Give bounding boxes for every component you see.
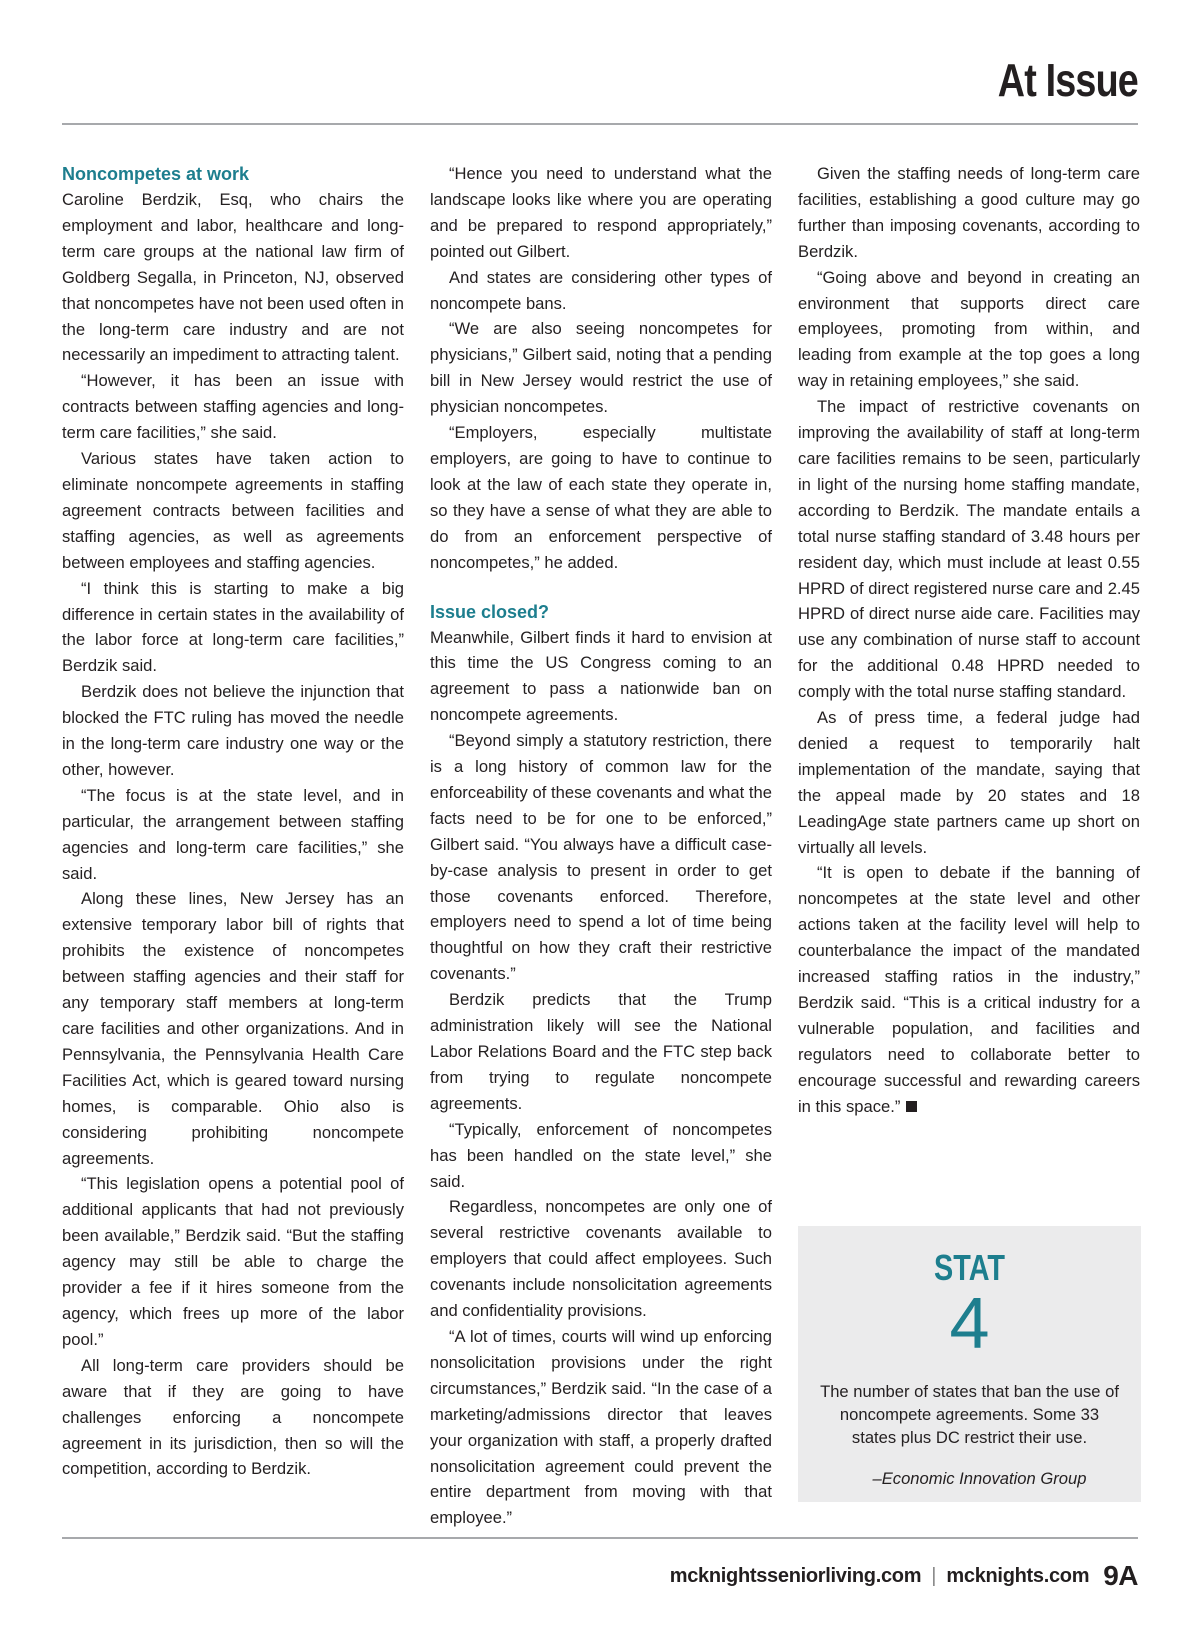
paragraph: And states are considering other types of noncompete bans. bbox=[430, 267, 772, 313]
article-column-2 bbox=[430, 161, 772, 1531]
paragraph: “Typically, enforcement of noncompetes has been handled on the state level,” she said. bbox=[430, 1119, 772, 1191]
paragraph: “Hence you need to understand what the landscape looks like where you are operating and be prepared to respond appropriately,” pointed out Gilbert. bbox=[430, 164, 772, 261]
header-divider bbox=[62, 123, 1138, 125]
paragraph: Berdzik predicts that the Trump administration likely will see the National Labor Relations Board and the FTC step back from trying to regulate noncompete agreements. bbox=[430, 990, 772, 1113]
section-heading-issue-closed: Issue closed? bbox=[430, 601, 550, 622]
paragraph: Given the staffing needs of long-term care facilities, establishing a good culture may go further than imposing covenants, according to Berdzik. bbox=[798, 164, 1140, 261]
end-mark-icon bbox=[906, 1101, 917, 1112]
paragraph: All long-term care providers should be aware that if they are going to have challenges enforcing a noncompete agreement in its jurisdiction, then so will the competition, according to Berdzik. bbox=[62, 1355, 404, 1479]
footer-link-mcknights[interactable]: mcknights.com bbox=[946, 1564, 1090, 1587]
page-footer bbox=[670, 1556, 1138, 1596]
article-column-3 bbox=[798, 161, 1140, 1120]
paragraph: “However, it has been an issue with contracts between staffing agencies and long-term care facilities,” she said. bbox=[62, 371, 404, 443]
paragraph: “I think this is starting to make a big difference in certain states in the availability of the labor force at long-term care facilities,” Berdzik said. bbox=[62, 578, 404, 676]
paragraph: “The focus is at the state level, and in particular, the arrangement between staffing agencies and long-term care facilities,” she said. bbox=[62, 785, 404, 883]
paragraph: “Employers, especially multistate employers, are going to have to continue to look at the law of each state they operate in, so they have a sense of what they are able to do from an enforcement perspective of noncompetes,” he added. bbox=[430, 423, 772, 572]
paragraph: Meanwhile, Gilbert finds it hard to envision at this time the US Congress coming to an agreement to pass a nationwide ban on noncompete agreements. bbox=[430, 627, 772, 725]
paragraph: “This legislation opens a potential pool of additional applicants that had not previously been available,” Berdzik said. “But the staffing agency may still be able to charge the provider a fee if it hires someone from the agency, which frees up more of the labor pool.” bbox=[62, 1174, 404, 1349]
paragraph: Various states have taken action to eliminate noncompete agreements in staffing agreement contracts between facilities and staffing agencies, as well as agreements between employees and staffing agencies. bbox=[62, 449, 404, 572]
article-column-1 bbox=[62, 161, 404, 1482]
paragraph: Berdzik does not believe the injunction that blocked the FTC ruling has moved the needle in the long-term care industry one way or the other, however. bbox=[62, 682, 404, 779]
footer-link-seniorliving[interactable]: mcknightsseniorliving.com bbox=[669, 1564, 922, 1587]
paragraph: “We are also seeing noncompetes for physicians,” Gilbert said, noting that a pending bill in New Jersey would restrict the use of physician noncompetes. bbox=[430, 319, 772, 417]
paragraph: “A lot of times, courts will wind up enforcing nonsolicitation provisions under the right circumstances,” Berdzik said. “In the case of a marketing/admissions director that leaves your organization with staff, a properly drafted nonsolicitation agreement could prevent the entire department from moving with that employee.” bbox=[430, 1326, 772, 1528]
paragraph: Regardless, noncompetes are only one of several restrictive covenants available to employers that could affect employees. Such covenants include nonsolicitation agreements and confidentiality provisions. bbox=[430, 1197, 772, 1321]
paragraph-text: “It is open to debate if the banning of noncompetes at the state level and other actions taken at the facility level will help to counterbalance the impact of the mandated increased staffing ratios in the industry,” Berdzik said. “This is a critical industry for a vulnerable population, and facilities and regulators need to collaborate better to encourage successful and rewarding careers in this space.” bbox=[798, 863, 1140, 1116]
paragraph: As of press time, a federal judge had denied a request to temporarily halt implementation of the mandate, saying that the appeal made by 20 states and 18 LeadingAge state partners came up short on virtually all levels. bbox=[798, 708, 1140, 857]
stat-source: –Economic Innovation Group bbox=[872, 1469, 1087, 1488]
paragraph: “Beyond simply a statutory restriction, there is a long history of common law for the enforceability of these covenants and what the facts need to be for one to be enforced,” Gilbert said. “You always have a difficult case-by-case analysis to present in order to get those covenants enforced. Therefore, employers need to spend a lot of time being thoughtful on how they craft their restrictive covenants.” bbox=[430, 731, 772, 984]
page-title: At Issue bbox=[997, 54, 1138, 106]
paragraph-final bbox=[798, 860, 1140, 1119]
paragraph: Caroline Berdzik, Esq, who chairs the employment and labor, healthcare and long-term care groups at the national law firm of Goldberg Segalla, in Princeton, NJ, observed that noncompetes have not been used often in the long-term care industry and are not necessarily an impediment to attracting talent. bbox=[62, 190, 404, 365]
footer-separator: | bbox=[931, 1564, 937, 1587]
stat-callout bbox=[798, 1226, 1141, 1502]
paragraph: The impact of restrictive covenants on improving the availability of staff at long-term care facilities remains to be seen, particularly in light of the nursing home staffing mandate, according to Berdzik. The mandate entails a total nurse staffing standard of 3.48 hours per resident day, which must include at least 0.55 HPRD of direct registered nurse care and 2.45 HPRD of direct nurse aide care. Facilities may use any combination of nurse staff to account for the additional 0.48 HPRD needed to comply with the total nurse staffing standard. bbox=[798, 397, 1140, 702]
section-heading-noncompetes: Noncompetes at work bbox=[62, 164, 250, 184]
paragraph: Along these lines, New Jersey has an extensive temporary labor bill of rights that prohibits the existence of noncompetes between staffing agencies and their staff for any temporary staff members at long-term care facilities and other organizations. And in Pennsylvania, the Pennsylvania Health Care Facilities Act, which is geared toward nursing homes, is comparable. Ohio also is considering prohibiting noncompete agreements. bbox=[62, 889, 404, 1168]
stat-label: STAT bbox=[934, 1247, 1005, 1288]
footer-divider bbox=[62, 1537, 1138, 1539]
stat-description: The number of states that ban the use of noncompete agreements. Some 33 states plus DC restrict their use. bbox=[820, 1382, 1119, 1447]
stat-number: 4 bbox=[949, 1284, 990, 1364]
paragraph: “Going above and beyond in creating an environment that supports direct care employees, promoting from within, and leading from example at the top goes a long way in retaining employees,” she said. bbox=[798, 267, 1140, 391]
page-number: 9A bbox=[1103, 1560, 1138, 1591]
